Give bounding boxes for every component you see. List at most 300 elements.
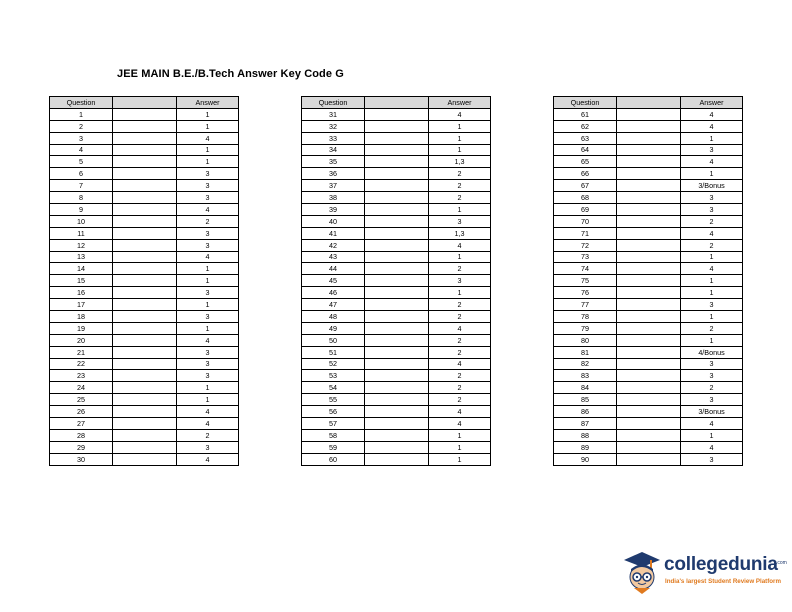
- blank-cell: [365, 322, 429, 334]
- question-number: 4: [50, 144, 113, 156]
- blank-header: [617, 97, 681, 109]
- answer-header: Answer: [681, 97, 743, 109]
- question-number: 23: [50, 370, 113, 382]
- blank-cell: [365, 311, 429, 323]
- table-row: [50, 156, 239, 168]
- mascot-icon: [620, 548, 664, 596]
- table-row: [302, 168, 491, 180]
- blank-cell: [113, 370, 177, 382]
- question-number: 57: [302, 418, 365, 430]
- answer-value: 2: [177, 215, 239, 227]
- question-number: 20: [50, 334, 113, 346]
- question-number: 48: [302, 311, 365, 323]
- blank-cell: [617, 441, 681, 453]
- table-row: [554, 406, 743, 418]
- question-number: 76: [554, 287, 617, 299]
- table-row: [554, 382, 743, 394]
- blank-cell: [113, 382, 177, 394]
- answer-value: 1: [177, 144, 239, 156]
- table-row: [50, 251, 239, 263]
- table-row: [302, 346, 491, 358]
- table-row: [50, 429, 239, 441]
- table-row: [554, 322, 743, 334]
- blank-header: [365, 97, 429, 109]
- answer-value: 4: [681, 120, 743, 132]
- question-number: 11: [50, 227, 113, 239]
- table-row: [302, 418, 491, 430]
- blank-cell: [617, 406, 681, 418]
- brand-domain: .com: [776, 560, 787, 566]
- answer-value: 2: [429, 192, 491, 204]
- table-row: [50, 394, 239, 406]
- table-row: [302, 311, 491, 323]
- blank-cell: [113, 418, 177, 430]
- table-row: [50, 382, 239, 394]
- question-number: 72: [554, 239, 617, 251]
- table-row: [554, 334, 743, 346]
- answer-value: 2: [429, 334, 491, 346]
- table-row: [50, 370, 239, 382]
- blank-cell: [365, 144, 429, 156]
- answer-value: 4: [177, 453, 239, 465]
- answer-header: Answer: [177, 97, 239, 109]
- table-row: [554, 418, 743, 430]
- question-number: 79: [554, 322, 617, 334]
- answer-value: 3: [177, 311, 239, 323]
- blank-cell: [365, 251, 429, 263]
- question-number: 5: [50, 156, 113, 168]
- answer-value: 1: [429, 453, 491, 465]
- answer-value: 4: [429, 108, 491, 120]
- answer-value: 3: [177, 287, 239, 299]
- table-row: [554, 453, 743, 465]
- table-row: [50, 168, 239, 180]
- answer-value: 1: [177, 120, 239, 132]
- blank-cell: [617, 287, 681, 299]
- question-number: 39: [302, 204, 365, 216]
- blank-cell: [113, 358, 177, 370]
- blank-cell: [113, 299, 177, 311]
- blank-cell: [365, 275, 429, 287]
- table-row: [554, 144, 743, 156]
- question-number: 42: [302, 239, 365, 251]
- table-row: [554, 346, 743, 358]
- table-row: [302, 453, 491, 465]
- answer-value: 4: [429, 239, 491, 251]
- table-row: [554, 120, 743, 132]
- answer-value: 4: [429, 322, 491, 334]
- table-row: [302, 370, 491, 382]
- blank-cell: [113, 287, 177, 299]
- answer-value: 4: [681, 108, 743, 120]
- table-row: [554, 358, 743, 370]
- answer-value: 1: [429, 204, 491, 216]
- answer-value: 1: [429, 441, 491, 453]
- answer-value: 1: [177, 299, 239, 311]
- question-number: 49: [302, 322, 365, 334]
- question-number: 63: [554, 132, 617, 144]
- table-row: [50, 275, 239, 287]
- table-row: [554, 311, 743, 323]
- answer-value: 3: [681, 358, 743, 370]
- blank-cell: [617, 180, 681, 192]
- blank-cell: [365, 156, 429, 168]
- collegedunia-logo: [620, 548, 785, 598]
- table-header-row: [50, 97, 239, 109]
- answer-value: 2: [681, 239, 743, 251]
- blank-cell: [113, 144, 177, 156]
- table-row: [50, 192, 239, 204]
- table-header-row: [554, 97, 743, 109]
- table-row: [50, 299, 239, 311]
- table-row: [302, 192, 491, 204]
- question-number: 89: [554, 441, 617, 453]
- question-number: 6: [50, 168, 113, 180]
- blank-cell: [113, 215, 177, 227]
- table-row: [554, 429, 743, 441]
- table-row: [554, 370, 743, 382]
- question-number: 56: [302, 406, 365, 418]
- question-number: 8: [50, 192, 113, 204]
- brand-name: collegedunia: [664, 554, 778, 575]
- table-row: [554, 192, 743, 204]
- table-row: [50, 311, 239, 323]
- blank-cell: [113, 227, 177, 239]
- table-row: [302, 215, 491, 227]
- question-number: 10: [50, 215, 113, 227]
- blank-cell: [113, 132, 177, 144]
- question-number: 32: [302, 120, 365, 132]
- blank-cell: [113, 108, 177, 120]
- question-number: 9: [50, 204, 113, 216]
- answer-value: 2: [429, 311, 491, 323]
- blank-cell: [365, 382, 429, 394]
- answer-value: 3: [429, 215, 491, 227]
- question-number: 25: [50, 394, 113, 406]
- answer-value: 2: [429, 346, 491, 358]
- blank-cell: [365, 204, 429, 216]
- answer-value: 2: [681, 215, 743, 227]
- blank-cell: [617, 299, 681, 311]
- table-row: [302, 358, 491, 370]
- question-number: 46: [302, 287, 365, 299]
- answer-value: 2: [429, 370, 491, 382]
- question-number: 17: [50, 299, 113, 311]
- question-number: 80: [554, 334, 617, 346]
- table-row: [50, 453, 239, 465]
- table-row: [50, 263, 239, 275]
- question-number: 43: [302, 251, 365, 263]
- document-title: JEE MAIN B.E./B.Tech Answer Key Code G: [117, 68, 344, 80]
- question-number: 29: [50, 441, 113, 453]
- table-header-row: [302, 97, 491, 109]
- question-number: 81: [554, 346, 617, 358]
- blank-cell: [365, 192, 429, 204]
- blank-cell: [617, 275, 681, 287]
- table-row: [50, 132, 239, 144]
- question-number: 51: [302, 346, 365, 358]
- question-number: 33: [302, 132, 365, 144]
- question-number: 70: [554, 215, 617, 227]
- blank-cell: [617, 120, 681, 132]
- answer-value: 3/Bonus: [681, 180, 743, 192]
- question-number: 54: [302, 382, 365, 394]
- answer-value: 3: [681, 453, 743, 465]
- table-row: [50, 108, 239, 120]
- table-row: [554, 215, 743, 227]
- table-row: [50, 441, 239, 453]
- blank-cell: [365, 418, 429, 430]
- question-header: Question: [50, 97, 113, 109]
- blank-cell: [365, 370, 429, 382]
- question-number: 45: [302, 275, 365, 287]
- question-number: 2: [50, 120, 113, 132]
- table-row: [302, 251, 491, 263]
- answer-value: 2: [429, 180, 491, 192]
- blank-cell: [113, 239, 177, 251]
- table-row: [554, 132, 743, 144]
- question-number: 30: [50, 453, 113, 465]
- answer-value: 1: [177, 382, 239, 394]
- blank-cell: [617, 132, 681, 144]
- table-row: [554, 239, 743, 251]
- answer-value: 4: [429, 406, 491, 418]
- blank-cell: [365, 441, 429, 453]
- table-row: [50, 227, 239, 239]
- blank-cell: [113, 322, 177, 334]
- blank-cell: [617, 358, 681, 370]
- table-row: [302, 322, 491, 334]
- table-row: [554, 251, 743, 263]
- question-number: 75: [554, 275, 617, 287]
- answer-value: 4: [681, 263, 743, 275]
- answer-value: 2: [429, 168, 491, 180]
- blank-cell: [365, 394, 429, 406]
- table-row: [554, 180, 743, 192]
- answer-value: 3/Bonus: [681, 406, 743, 418]
- question-number: 88: [554, 429, 617, 441]
- question-number: 85: [554, 394, 617, 406]
- answer-value: 1: [681, 429, 743, 441]
- question-number: 38: [302, 192, 365, 204]
- blank-cell: [617, 346, 681, 358]
- blank-cell: [617, 370, 681, 382]
- blank-cell: [365, 453, 429, 465]
- question-number: 34: [302, 144, 365, 156]
- table-row: [302, 156, 491, 168]
- question-number: 77: [554, 299, 617, 311]
- question-number: 16: [50, 287, 113, 299]
- answer-value: 4: [177, 334, 239, 346]
- blank-cell: [365, 108, 429, 120]
- table-row: [302, 120, 491, 132]
- blank-cell: [365, 180, 429, 192]
- blank-cell: [617, 429, 681, 441]
- blank-cell: [617, 263, 681, 275]
- question-number: 35: [302, 156, 365, 168]
- answer-value: 1: [177, 156, 239, 168]
- answer-value: 1: [429, 120, 491, 132]
- blank-cell: [617, 227, 681, 239]
- answer-value: 1: [429, 144, 491, 156]
- question-number: 73: [554, 251, 617, 263]
- blank-cell: [617, 418, 681, 430]
- table-row: [554, 287, 743, 299]
- table-row: [554, 263, 743, 275]
- blank-cell: [113, 263, 177, 275]
- answer-value: 3: [177, 358, 239, 370]
- question-number: 90: [554, 453, 617, 465]
- blank-cell: [365, 406, 429, 418]
- question-number: 71: [554, 227, 617, 239]
- question-number: 28: [50, 429, 113, 441]
- question-number: 62: [554, 120, 617, 132]
- question-number: 18: [50, 311, 113, 323]
- answer-value: 2: [429, 263, 491, 275]
- answer-value: 2: [429, 394, 491, 406]
- blank-cell: [113, 251, 177, 263]
- answer-value: 1,3: [429, 156, 491, 168]
- blank-cell: [365, 334, 429, 346]
- blank-cell: [113, 275, 177, 287]
- blank-cell: [365, 227, 429, 239]
- table-row: [50, 418, 239, 430]
- question-number: 24: [50, 382, 113, 394]
- table-row: [554, 299, 743, 311]
- answer-value: 1: [177, 394, 239, 406]
- blank-cell: [365, 346, 429, 358]
- blank-cell: [113, 346, 177, 358]
- question-number: 47: [302, 299, 365, 311]
- question-number: 40: [302, 215, 365, 227]
- answer-value: 1: [429, 251, 491, 263]
- question-number: 61: [554, 108, 617, 120]
- answer-key-table-2: [301, 96, 491, 466]
- answer-value: 3: [681, 204, 743, 216]
- table-row: [302, 334, 491, 346]
- question-number: 60: [302, 453, 365, 465]
- question-number: 21: [50, 346, 113, 358]
- blank-cell: [365, 239, 429, 251]
- table-row: [554, 394, 743, 406]
- table-row: [554, 156, 743, 168]
- answer-value: 2: [177, 429, 239, 441]
- question-number: 36: [302, 168, 365, 180]
- question-number: 26: [50, 406, 113, 418]
- blank-cell: [617, 192, 681, 204]
- table-row: [50, 120, 239, 132]
- blank-cell: [113, 394, 177, 406]
- answer-value: 1: [681, 168, 743, 180]
- answer-value: 1: [681, 275, 743, 287]
- table-row: [50, 334, 239, 346]
- question-number: 15: [50, 275, 113, 287]
- answer-value: 4: [681, 441, 743, 453]
- blank-cell: [365, 358, 429, 370]
- answer-value: 4: [429, 358, 491, 370]
- table-row: [50, 204, 239, 216]
- answer-value: 3: [681, 144, 743, 156]
- blank-cell: [113, 168, 177, 180]
- question-number: 69: [554, 204, 617, 216]
- question-number: 53: [302, 370, 365, 382]
- table-row: [302, 382, 491, 394]
- answer-value: 1: [681, 311, 743, 323]
- table-row: [302, 144, 491, 156]
- answer-value: 3: [177, 168, 239, 180]
- table-row: [50, 287, 239, 299]
- blank-cell: [113, 120, 177, 132]
- question-number: 7: [50, 180, 113, 192]
- blank-cell: [617, 239, 681, 251]
- answer-value: 4: [681, 227, 743, 239]
- blank-cell: [617, 108, 681, 120]
- question-number: 12: [50, 239, 113, 251]
- answer-value: 1: [429, 132, 491, 144]
- blank-cell: [365, 168, 429, 180]
- blank-header: [113, 97, 177, 109]
- table-row: [302, 429, 491, 441]
- answer-value: 1: [429, 429, 491, 441]
- table-row: [50, 215, 239, 227]
- table-row: [302, 287, 491, 299]
- table-row: [50, 180, 239, 192]
- answer-value: 1: [177, 108, 239, 120]
- answer-value: 2: [429, 299, 491, 311]
- answer-value: 1,3: [429, 227, 491, 239]
- table-row: [554, 275, 743, 287]
- blank-cell: [617, 311, 681, 323]
- blank-cell: [113, 156, 177, 168]
- answer-value: 3: [429, 275, 491, 287]
- answer-value: 2: [681, 382, 743, 394]
- table-row: [302, 275, 491, 287]
- question-number: 41: [302, 227, 365, 239]
- blank-cell: [617, 168, 681, 180]
- answer-value: 2: [681, 322, 743, 334]
- answer-value: 1: [177, 263, 239, 275]
- brand-tagline: India's largest Student Review Platform: [665, 578, 781, 585]
- answer-value: 3: [177, 239, 239, 251]
- blank-cell: [113, 192, 177, 204]
- answer-value: 4: [681, 156, 743, 168]
- blank-cell: [113, 334, 177, 346]
- blank-cell: [365, 132, 429, 144]
- blank-cell: [617, 453, 681, 465]
- answer-value: 4: [681, 418, 743, 430]
- table-row: [50, 346, 239, 358]
- blank-cell: [113, 441, 177, 453]
- question-number: 82: [554, 358, 617, 370]
- answer-value: 4/Bonus: [681, 346, 743, 358]
- blank-cell: [365, 287, 429, 299]
- question-number: 55: [302, 394, 365, 406]
- answer-key-table-3: [553, 96, 743, 466]
- answer-value: 3: [681, 299, 743, 311]
- answer-value: 1: [681, 251, 743, 263]
- blank-cell: [113, 453, 177, 465]
- question-number: 31: [302, 108, 365, 120]
- blank-cell: [365, 429, 429, 441]
- question-number: 65: [554, 156, 617, 168]
- blank-cell: [617, 394, 681, 406]
- answer-value: 3: [177, 346, 239, 358]
- blank-cell: [617, 144, 681, 156]
- table-row: [302, 132, 491, 144]
- question-number: 37: [302, 180, 365, 192]
- table-row: [302, 406, 491, 418]
- answer-value: 4: [177, 251, 239, 263]
